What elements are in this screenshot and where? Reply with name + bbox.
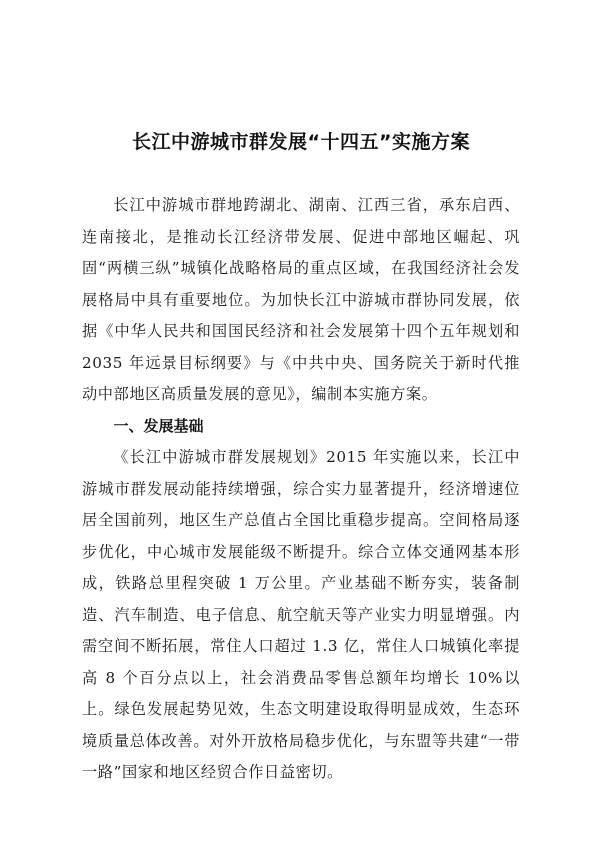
section-body-development-basis: 《长江中游城市群发展规划》2015 年实施以来，长江中游城市群发展动能持续增强，综合实力显著提升，经济增速位居全国前列，地区生产总值占全国比重稳步提高。空间格局逐步优化，中心城市发展能级不断提升。综合立体交通网基本形成，铁路总里程突破 1 万公里。产业基础不断夯实，装备制造、汽车制造、电子信息、航空航天等产业实力明显增强。内需空间不断拓展，常住人口超过 1.3 亿，常住人口城镇化率提高 8 个百分点以上，社会消费品零售总额年均增长 10%以上。绿色发展起势见效，生态文明建设取得明显成效，生态环境质量总体改善。对外开放格局稳步优化，与东盟等共建“一带一路”国家和地区经贸合作日益密切。 <box>82 448 520 781</box>
section-heading-development-basis: 一、发展基础 <box>113 416 204 435</box>
intro-paragraph: 长江中游城市群地跨湖北、湖南、江西三省，承东启西、连南接北，是推动长江经济带发展、促进中部地区崛起、巩固“两横三纵”城镇化战略格局的重点区域，在我国经济社会发展格局中具有重要地位。为加快长江中游城市群协同发展，依据《中华人民共和国国民经济和社会发展第十四个五年规划和 2035 年远景目标纲要》与《中共中央、国务院关于新时代推动中部地区高质量发展的意见》，编制本实施方案。 <box>82 196 520 403</box>
document-title: 长江中游城市群发展“十四五”实施方案 <box>132 131 470 153</box>
